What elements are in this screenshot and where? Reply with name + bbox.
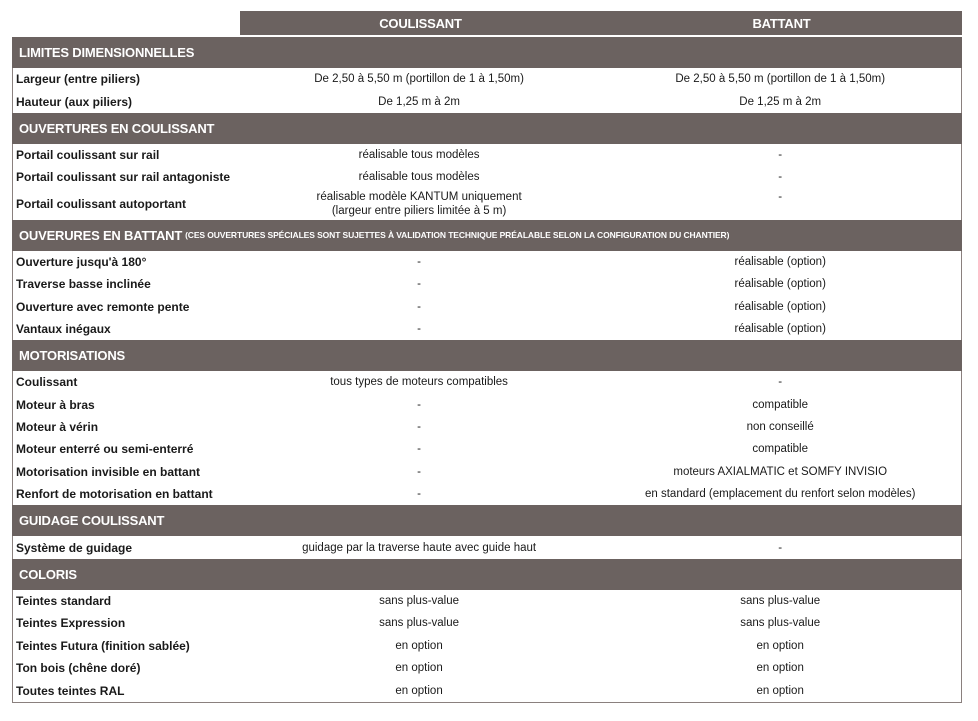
section-title: COLORIS xyxy=(19,566,77,582)
table-row xyxy=(12,144,962,166)
row-label: Motorisation invisible en battant xyxy=(16,464,201,479)
row-label: Ouverture avec remonte pente xyxy=(16,299,190,314)
cell-battant: - xyxy=(778,190,783,203)
row-label: Traverse basse inclinée xyxy=(16,277,151,292)
cell-battant: - xyxy=(778,541,783,554)
table-row xyxy=(12,394,962,416)
cell-coulissant xyxy=(239,465,600,479)
cell-coulissant xyxy=(239,594,600,608)
row-label: Coulissant xyxy=(16,375,78,390)
row-label: Système de guidage xyxy=(16,540,133,555)
row-label: Moteur à vérin xyxy=(16,420,99,435)
cell-coulissant xyxy=(239,661,600,675)
cell-coulissant xyxy=(239,684,600,698)
cell-battant: réalisable (option) xyxy=(734,322,826,335)
cell-battant: - xyxy=(778,148,783,161)
table-row xyxy=(12,371,962,393)
row-label: Hauteur (aux piliers) xyxy=(16,94,133,109)
section-header xyxy=(12,559,962,590)
cell-battant: sans plus-value xyxy=(740,617,821,630)
row-label: Renfort de motorisation en battant xyxy=(16,487,213,502)
cell-coulissant xyxy=(239,190,600,218)
cell-coulissant-line: tous types de moteurs compatibles xyxy=(330,376,508,389)
cell-coulissant xyxy=(239,487,600,501)
table-row xyxy=(12,68,962,90)
section-header xyxy=(12,340,962,371)
section-header xyxy=(12,37,962,68)
cell-coulissant-line: - xyxy=(417,488,421,501)
specifications-table xyxy=(12,37,962,703)
cell-coulissant-line: sans plus-value xyxy=(379,617,460,630)
table-row xyxy=(12,679,962,701)
cell-coulissant xyxy=(239,277,600,291)
cell-coulissant-line: - xyxy=(417,465,421,478)
cell-coulissant xyxy=(239,541,600,555)
cell-coulissant xyxy=(239,300,600,314)
table-row xyxy=(12,166,962,188)
section-title: GUIDAGE COULISSANT xyxy=(19,513,165,529)
table-row xyxy=(12,635,962,657)
cell-coulissant xyxy=(239,322,600,336)
cell-coulissant-line: (largeur entre piliers limitée à 5 m) xyxy=(331,205,507,218)
table-row xyxy=(12,483,962,505)
row-label: Teintes Expression xyxy=(16,616,126,631)
cell-coulissant xyxy=(239,442,600,456)
cell-coulissant-line: en option xyxy=(395,662,443,675)
cell-coulissant-line: De 2,50 à 5,50 m (portillon de 1 à 1,50m) xyxy=(314,73,524,86)
cell-coulissant-line: réalisable modèle KANTUM uniquement xyxy=(316,191,522,204)
cell-coulissant xyxy=(239,639,600,653)
cell-coulissant-line: réalisable tous modèles xyxy=(358,148,480,161)
table-row xyxy=(12,438,962,460)
row-label: Ouverture jusqu'à 180° xyxy=(16,254,147,269)
table-row xyxy=(12,590,962,612)
cell-coulissant xyxy=(239,375,600,389)
cell-coulissant xyxy=(239,398,600,412)
row-label: Portail coulissant autoportant xyxy=(16,197,187,212)
cell-battant: réalisable (option) xyxy=(734,255,826,268)
cell-battant: en standard (emplacement du renfort selon modèles) xyxy=(645,488,916,501)
cell-coulissant xyxy=(239,72,600,86)
cell-coulissant xyxy=(239,255,600,269)
table-row xyxy=(12,90,962,112)
row-label: Moteur à bras xyxy=(16,397,95,412)
row-label: Toutes teintes RAL xyxy=(16,683,125,698)
table-row xyxy=(12,536,962,558)
cell-coulissant-line: - xyxy=(417,443,421,456)
row-label: Ton bois (chêne doré) xyxy=(16,661,141,676)
cell-coulissant-line: - xyxy=(417,255,421,268)
cell-battant: en option xyxy=(756,684,804,697)
column-header-battant: BATTANT xyxy=(752,15,811,31)
cell-coulissant xyxy=(239,170,600,184)
table-row xyxy=(12,416,962,438)
cell-battant: non conseillé xyxy=(746,421,814,434)
cell-coulissant-line: guidage par la traverse haute avec guide haut xyxy=(302,541,537,554)
section-header xyxy=(12,505,962,536)
row-label: Portail coulissant sur rail xyxy=(16,147,160,162)
cell-coulissant-line: en option xyxy=(395,639,443,652)
table-row xyxy=(12,657,962,679)
table-row xyxy=(12,295,962,317)
cell-battant: De 1,25 m à 2m xyxy=(739,95,822,108)
cell-coulissant-line: - xyxy=(417,322,421,335)
cell-battant: - xyxy=(778,171,783,184)
cell-coulissant-line: - xyxy=(417,398,421,411)
cell-coulissant-line: réalisable tous modèles xyxy=(358,171,480,184)
row-label: Moteur enterré ou semi-enterré xyxy=(16,442,194,457)
row-label: Vantaux inégaux xyxy=(16,321,111,336)
cell-battant: - xyxy=(778,376,783,389)
cell-coulissant xyxy=(239,420,600,434)
cell-coulissant xyxy=(239,148,600,162)
column-header-coulissant: COULISSANT xyxy=(379,15,462,31)
section-title: OUVERTURES EN COULISSANT xyxy=(19,120,215,136)
cell-coulissant xyxy=(239,95,600,109)
cell-battant: compatible xyxy=(752,398,809,411)
cell-battant: sans plus-value xyxy=(740,595,821,608)
cell-battant: réalisable (option) xyxy=(734,278,826,291)
cell-coulissant-line: - xyxy=(417,300,421,313)
row-label: Teintes standard xyxy=(16,594,112,609)
section-title: LIMITES DIMENSIONNELLES xyxy=(19,45,195,60)
cell-battant: compatible xyxy=(752,443,809,456)
row-label: Portail coulissant sur rail antagoniste xyxy=(16,170,231,185)
row-label: Teintes Futura (finition sablée) xyxy=(16,638,190,653)
section-title: MOTORISATIONS xyxy=(19,348,125,364)
cell-battant: en option xyxy=(756,639,804,652)
section-note: (CES OUVERTURES SPÉCIALES SONT SUJETTES À VALIDATION TECHNIQUE PRÉALABLE SELON LA CONFIGURATION DU CHANTIER) xyxy=(185,230,730,241)
row-label: Largeur (entre piliers) xyxy=(16,72,141,87)
section-title: OUVERURES EN BATTANT xyxy=(19,227,183,243)
cell-coulissant-line: De 1,25 m à 2m xyxy=(378,95,460,108)
section-header xyxy=(12,113,962,144)
cell-battant: en option xyxy=(756,662,804,675)
cell-coulissant-line: - xyxy=(417,421,421,434)
cell-battant: De 2,50 à 5,50 m (portillon de 1 à 1,50m) xyxy=(675,73,886,86)
cell-coulissant-line: - xyxy=(417,278,421,291)
cell-coulissant xyxy=(239,616,600,630)
cell-coulissant-line: sans plus-value xyxy=(379,595,460,608)
cell-battant: moteurs AXIALMATIC et SOMFY INVISIO xyxy=(673,465,888,478)
section-header xyxy=(12,220,962,251)
table-row xyxy=(12,461,962,483)
table-row xyxy=(12,251,962,273)
cell-battant: réalisable (option) xyxy=(734,300,826,313)
table-row xyxy=(12,273,962,295)
table-row xyxy=(12,318,962,340)
table-row xyxy=(12,189,962,220)
table-row xyxy=(12,612,962,634)
cell-coulissant-line: en option xyxy=(395,684,443,697)
column-header-bar xyxy=(240,11,962,35)
